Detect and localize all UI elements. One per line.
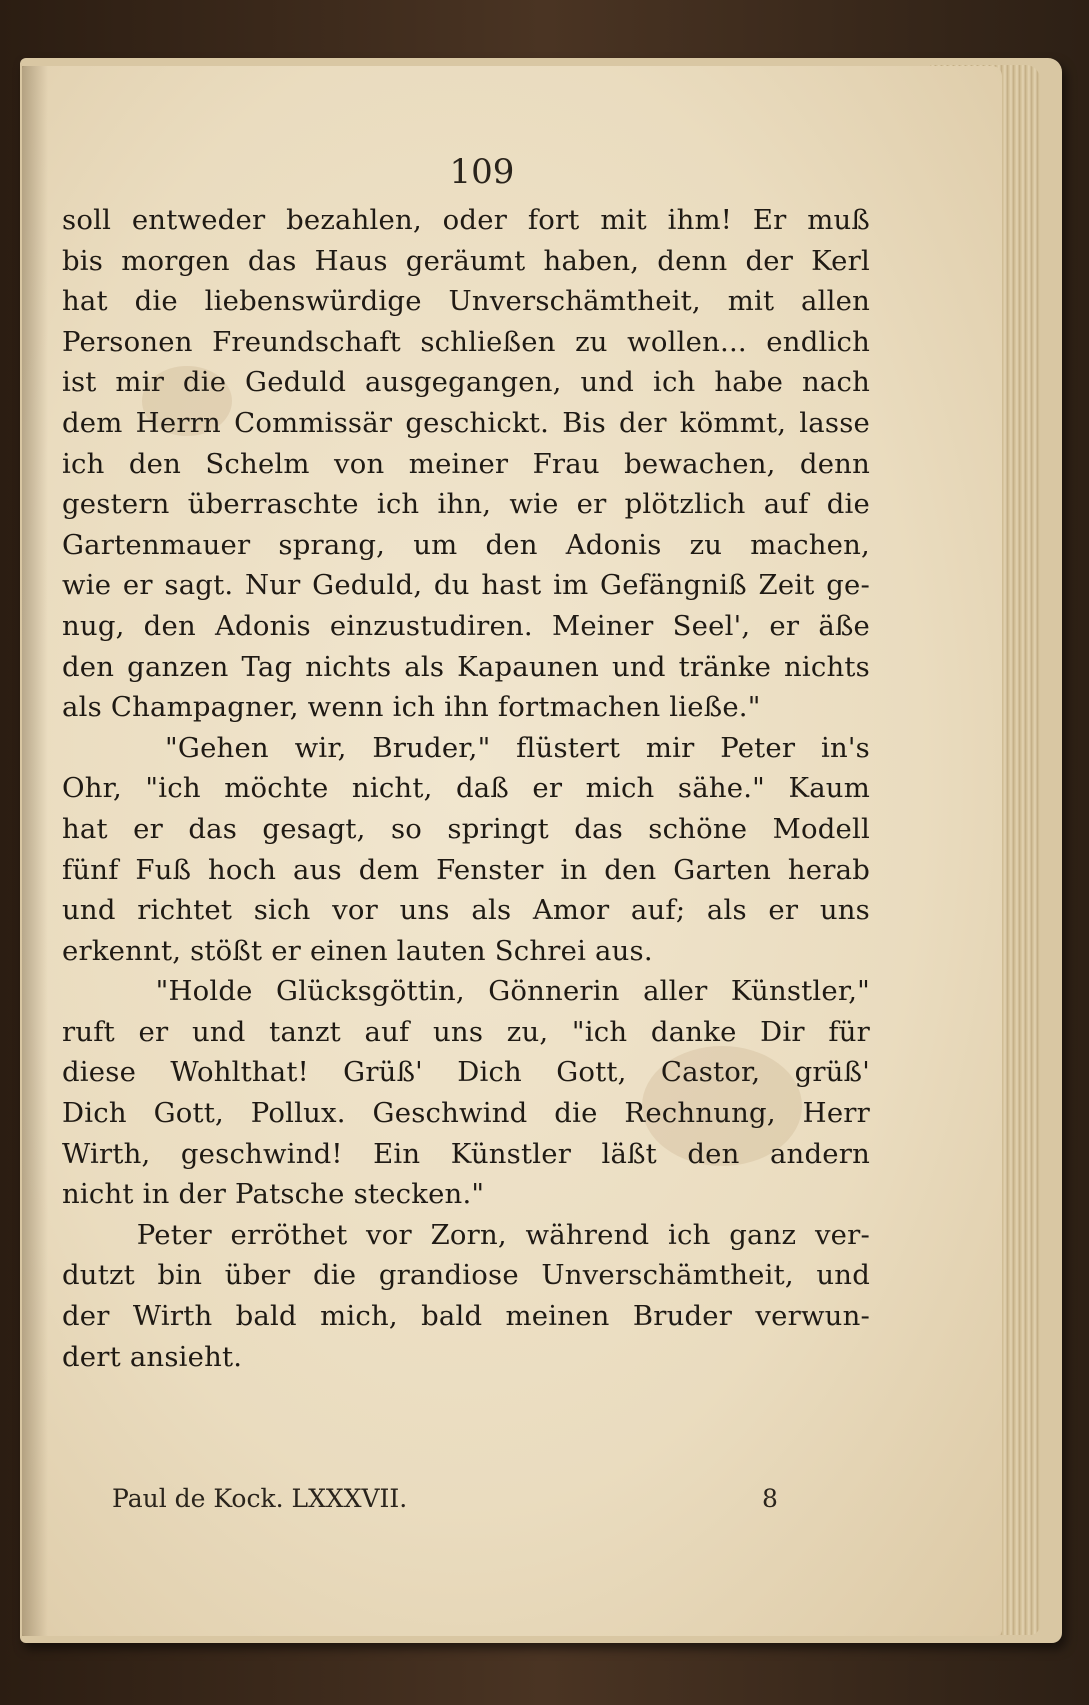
text-line: hat die liebenswürdige Unverschämtheit, mit allen bbox=[62, 285, 870, 318]
text-line: erkennt, stößt er einen lauten Schrei aus. bbox=[62, 934, 653, 967]
text-line: ich den Schelm von meiner Frau bewachen, denn bbox=[62, 447, 870, 480]
text-line: fünf Fuß hoch aus dem Fenster in den Garten herab bbox=[62, 853, 870, 886]
text-line: ruft er und tanzt auf uns zu, "ich danke Dir für bbox=[62, 1015, 870, 1048]
text-line: diese Wohlthat! Grüß' Dich Gott, Castor, grüß' bbox=[62, 1056, 870, 1089]
signature-line: Paul de Kock. LXXXVII. bbox=[112, 1484, 408, 1513]
text-line: Personen Freundschaft schließen zu wollen... endlich bbox=[62, 325, 870, 358]
text-line: hat er das gesagt, so springt das schöne Modell bbox=[62, 812, 870, 845]
text-line: Dich Gott, Pollux. Geschwind die Rechnung, Herr bbox=[62, 1097, 870, 1130]
text-line: Ohr, "ich möchte nicht, daß er mich sähe." Kaum bbox=[62, 772, 870, 805]
text-line: den ganzen Tag nichts als Kapaunen und tränke nichts bbox=[62, 650, 870, 683]
text-line: Peter erröthet vor Zorn, während ich ganz ver- bbox=[62, 1218, 870, 1251]
text-line: als Champagner, wenn ich ihn fortmachen ließe." bbox=[62, 691, 761, 724]
text-line: dutzt bin über die grandiose Unverschämtheit, und bbox=[62, 1259, 870, 1292]
text-line: ist mir die Geduld ausgegangen, und ich habe nach bbox=[62, 366, 870, 399]
text-line: Wirth, geschwind! Ein Künstler läßt den andern bbox=[62, 1137, 870, 1170]
book-page bbox=[22, 66, 1002, 1636]
text-line: dem Herrn Commissär geschickt. Bis der kömmt, lasse bbox=[62, 406, 870, 439]
text-line: der Wirth bald mich, bald meinen Bruder verwun- bbox=[62, 1300, 870, 1333]
text-line: "Gehen wir, Bruder," flüstert mir Peter in's bbox=[62, 731, 870, 764]
text-line: dert ansieht. bbox=[62, 1340, 243, 1373]
text-line: Gartenmauer sprang, um den Adonis zu machen, bbox=[62, 528, 870, 561]
text-line: gestern überraschte ich ihn, wie er plötzlich auf die bbox=[62, 488, 870, 521]
text-line: nug, den Adonis einzustudiren. Meiner Seel', er äße bbox=[62, 609, 870, 642]
text-line: nicht in der Patsche stecken." bbox=[62, 1178, 485, 1211]
text-line: und richtet sich vor uns als Amor auf; als er uns bbox=[62, 894, 870, 927]
body-text bbox=[62, 200, 870, 1377]
text-line: "Holde Glücksgöttin, Gönnerin aller Künstler," bbox=[62, 975, 870, 1008]
page-gutter-shadow bbox=[22, 66, 48, 1636]
page-number: 109 bbox=[449, 152, 515, 192]
text-line: bis morgen das Haus geräumt haben, denn der Kerl bbox=[62, 244, 870, 277]
text-line: soll entweder bezahlen, oder fort mit ihm! Er muß bbox=[62, 204, 870, 236]
sheet-number: 8 bbox=[762, 1484, 778, 1513]
text-line: wie er sagt. Nur Geduld, du hast im Gefängniß Zeit ge- bbox=[62, 569, 870, 602]
